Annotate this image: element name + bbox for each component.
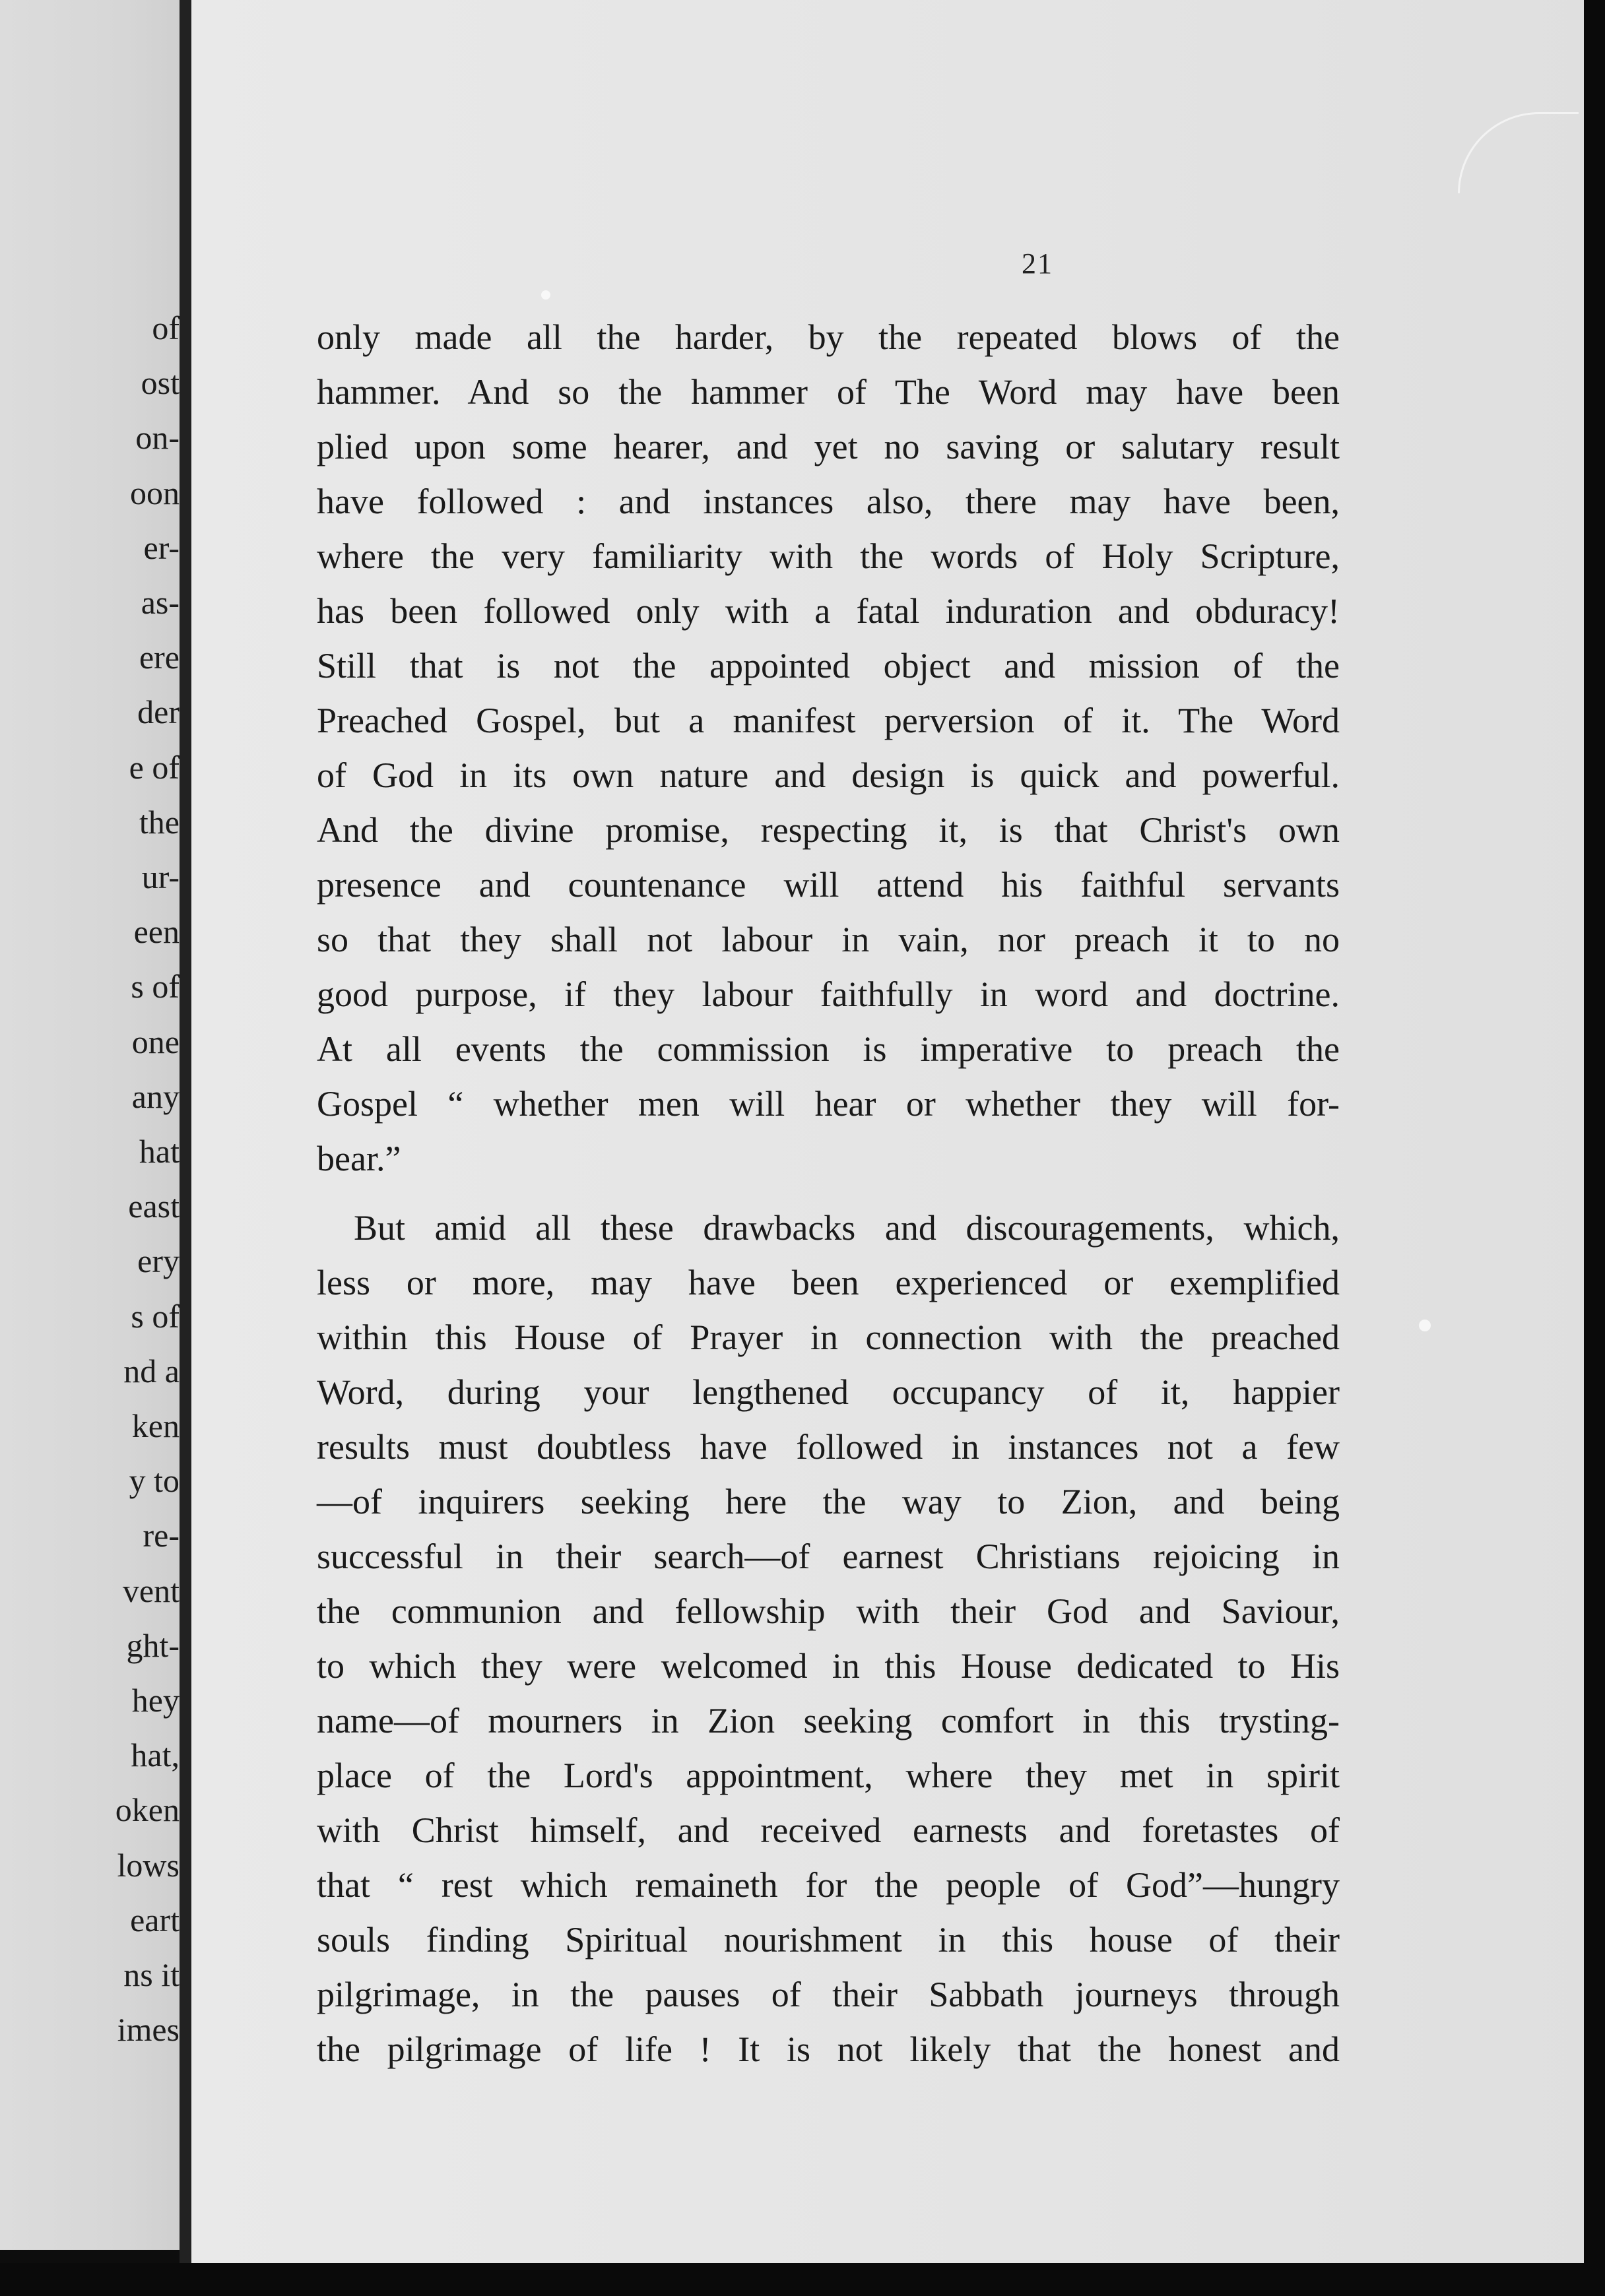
text-line: has been followed only with a fatal induration and obduracy! [317, 591, 1340, 631]
left-page-fragment: ur- [141, 858, 180, 895]
left-page-fragment: on- [135, 419, 180, 457]
text-line: souls finding Spiritual nourishment in this house of their [317, 1920, 1340, 1960]
left-page-fragment: hat, [131, 1737, 180, 1774]
text-line: At all events the commission is imperative to preach the [317, 1029, 1340, 1069]
left-page-fragment: ken [131, 1407, 180, 1444]
paragraph-gap [317, 1186, 1340, 1201]
left-page-fragment: nd a [123, 1352, 180, 1389]
text-line: Still that is not the appointed object and mission of the [317, 646, 1340, 686]
left-page-fragment: any [131, 1077, 180, 1115]
left-page-fragment: ere [139, 639, 180, 676]
left-page-fragment: s of [131, 1297, 180, 1335]
scan-bottom-border [0, 2263, 1605, 2296]
text-line: And the divine promise, respecting it, is that Christ's own [317, 810, 1340, 850]
page-number: 21 [1022, 247, 1053, 280]
left-page-fragment: s of [131, 968, 180, 1005]
left-page-fragment: imes [117, 2011, 180, 2049]
text-line: name—of mourners in Zion seeking comfort in this trysting- [317, 1701, 1340, 1740]
text-line: the pilgrimage of life ! It is not likely that the honest and [317, 2029, 1340, 2069]
text-line: place of the Lord's appointment, where they met in spirit [317, 1756, 1340, 1795]
text-line: that “ rest which remaineth for the people of God”—hungry [317, 1865, 1340, 1905]
left-page-fragment: y to [129, 1462, 180, 1500]
left-page-fragment: the [139, 803, 180, 841]
text-line: to which they were welcomed in this House dedicated to His [317, 1646, 1340, 1686]
left-page-fragment: hat [139, 1133, 180, 1170]
left-page-fragment: of [152, 309, 180, 346]
left-page-fragment: vent [122, 1572, 180, 1609]
text-line: But amid all these drawbacks and discouragements, which, [354, 1208, 1340, 1248]
left-page-fragment: e of [129, 748, 180, 786]
left-page-fragment: er- [143, 528, 180, 566]
text-line: successful in their search—of earnest Christians rejoicing in [317, 1537, 1340, 1576]
left-page-fragment: ery [137, 1242, 180, 1280]
left-page-edge [0, 0, 180, 2250]
left-page-fragment: oon [130, 474, 180, 511]
text-line: good purpose, if they labour faithfully in word and doctrine. [317, 974, 1340, 1014]
text-line: hammer. And so the hammer of The Word may have been [317, 372, 1340, 412]
left-page-fragment: eart [130, 1901, 180, 1938]
scan-speck [541, 290, 550, 300]
left-page-fragment: ght- [126, 1626, 180, 1664]
scan-speck [1419, 1320, 1431, 1331]
text-line: plied upon some hearer, and yet no saving or salutary result [317, 427, 1340, 466]
left-page-fragment: as- [141, 584, 180, 621]
left-page-fragment: ns it [123, 1956, 180, 1993]
left-page-fragment: der [137, 693, 180, 731]
text-line: Gospel “ whether men will hear or whether they will for- [317, 1084, 1340, 1124]
text-line: Preached Gospel, but a manifest perversion of it. The Word [317, 701, 1340, 740]
page-body-text [317, 310, 1340, 2077]
left-page-fragment: re- [143, 1517, 180, 1554]
book-gutter [180, 0, 191, 2296]
text-line: have followed : and instances also, there may have been, [317, 482, 1340, 521]
left-page-fragment: ost [141, 364, 180, 402]
text-line: so that they shall not labour in vain, nor preach it to no [317, 920, 1340, 959]
text-line: only made all the harder, by the repeated blows of the [317, 317, 1340, 357]
text-line: pilgrimage, in the pauses of their Sabbath journeys through [317, 1975, 1340, 2014]
text-line: less or more, may have been experienced or exemplified [317, 1263, 1340, 1302]
scan-right-border [1584, 0, 1605, 2296]
left-page-fragment: east [128, 1188, 180, 1225]
text-line: presence and countenance will attend his faithful servants [317, 865, 1340, 905]
text-line: Word, during your lengthened occupancy of it, happier [317, 1372, 1340, 1412]
left-page-fragment: oken [115, 1791, 180, 1829]
left-page-fragment: hey [131, 1682, 180, 1719]
left-page-fragment: lows [117, 1846, 180, 1884]
text-line: where the very familiarity with the words of Holy Scripture, [317, 536, 1340, 576]
text-line: the communion and fellowship with their God and Saviour, [317, 1591, 1340, 1631]
left-page-fragment: one [131, 1023, 180, 1060]
text-line: results must doubtless have followed in instances not a few [317, 1427, 1340, 1467]
text-line: with Christ himself, and received earnests and foretastes of [317, 1810, 1340, 1850]
text-line: of God in its own nature and design is quick and powerful. [317, 755, 1340, 795]
text-line: within this House of Prayer in connection with the preached [317, 1318, 1340, 1357]
text-line: —of inquirers seeking here the way to Zion, and being [317, 1482, 1340, 1521]
left-page-fragment: een [133, 913, 180, 951]
text-line: bear.” [317, 1139, 401, 1178]
